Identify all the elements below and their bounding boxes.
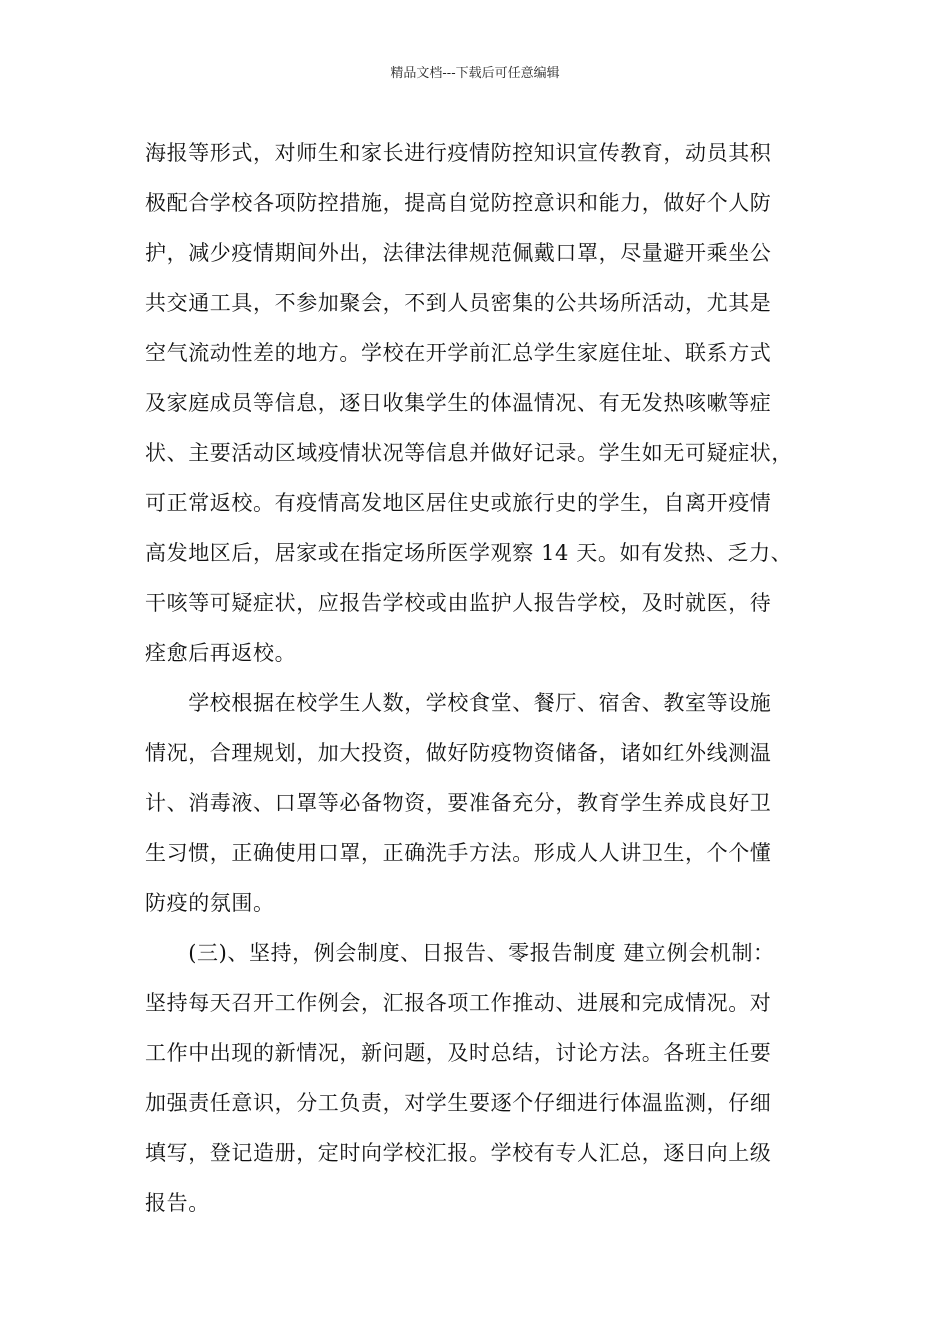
text-line: 计、消毒液、口罩等必备物资，要准备充分，教育学生养成良好卫: [145, 791, 772, 815]
text-line: 工作中出现的新情况，新问题，及时总结，讨论方法。各班主任要: [145, 1041, 772, 1065]
text-line: 情况，合理规划，加大投资，做好防疫物资储备，诸如红外线测温: [145, 741, 772, 765]
text-line: 海报等形式，对师生和家长进行疫情防控知识宣传教育，动员其积: [145, 141, 772, 165]
text-line: 干咳等可疑症状，应报告学校或由监护人报告学校，及时就医，待: [145, 591, 772, 615]
document-header: 精品文档---下载后可任意编辑: [390, 66, 560, 81]
text-line: 报告。: [145, 1191, 210, 1215]
text-line: 可正常返校。有疫情高发地区居住史或旅行史的学生，自离开疫情: [145, 491, 772, 515]
text-line: 加强责任意识，分工负责，对学生要逐个仔细进行体温监测，仔细: [145, 1091, 772, 1115]
text-line: 护，减少疫情期间外出，法律法律规范佩戴口罩，尽量避开乘坐公: [145, 241, 772, 265]
document-body: [145, 133, 810, 1233]
text-line: 坚持每天召开工作例会，汇报各项工作推动、进展和完成情况。对: [145, 991, 772, 1015]
text-line: (三)、坚持，例会制度、日报告、零报告制度 建立例会机制：: [145, 941, 775, 965]
text-line: 空气流动性差的地方。学校在开学前汇总学生家庭住址、联系方式: [145, 341, 772, 365]
text-line: 共交通工具，不参加聚会，不到人员密集的公共场所活动，尤其是: [145, 291, 772, 315]
text-line: 高发地区后，居家或在指定场所医学观察 14 天。如有发热、乏力、: [145, 541, 793, 565]
text-line: 痊愈后再返校。: [145, 641, 297, 665]
text-line: 状、主要活动区域疫情状况等信息并做好记录。学生如无可疑症状，: [145, 441, 793, 465]
text-line: 极配合学校各项防控措施，提高自觉防控意识和能力，做好个人防: [145, 191, 772, 215]
text-line: 及家庭成员等信息，逐日收集学生的体温情况、有无发热咳嗽等症: [145, 391, 772, 415]
text-line: 填写，登记造册，定时向学校汇报。学校有专人汇总，逐日向上级: [145, 1141, 772, 1165]
text-line: 生习惯，正确使用口罩，正确洗手方法。形成人人讲卫生，个个懂: [145, 841, 772, 865]
text-line: 防疫的氛围。: [145, 891, 275, 915]
text-line: 学校根据在校学生人数，学校食堂、餐厅、宿舍、教室等设施: [145, 691, 772, 715]
